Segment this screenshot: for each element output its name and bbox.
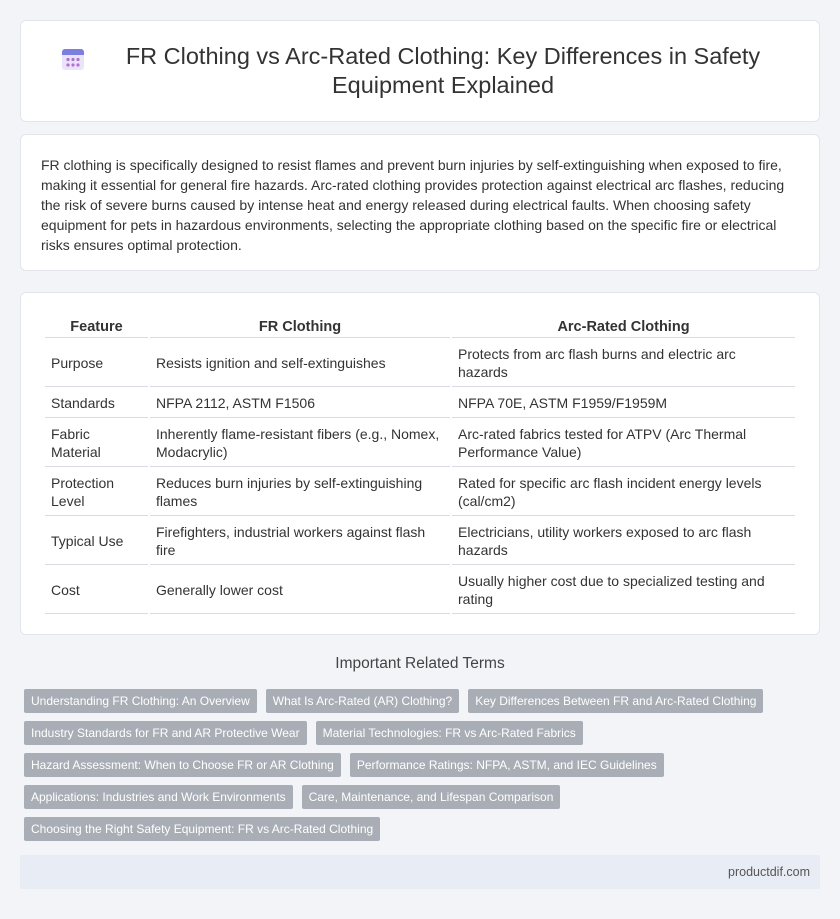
table-cell: Rated for specific arc flash incident energy levels (cal/cm2) (452, 469, 795, 516)
intro-card (20, 134, 820, 271)
table-cell: Standards (45, 389, 148, 418)
footer (20, 855, 820, 889)
table-row (45, 567, 795, 614)
table-cell: Firefighters, industrial workers against flash fire (150, 518, 450, 565)
title-wrap (60, 42, 780, 100)
table-cell: Protects from arc flash burns and electric arc hazards (452, 340, 795, 387)
related-term-tag[interactable]: Performance Ratings: NFPA, ASTM, and IEC Guidelines (350, 753, 664, 777)
related-term-tag[interactable]: Key Differences Between FR and Arc-Rated Clothing (468, 689, 763, 713)
table-cell: Typical Use (45, 518, 148, 565)
table-cell: Purpose (45, 340, 148, 387)
table-header-row (45, 315, 795, 338)
table-cell: Usually higher cost due to specialized testing and rating (452, 567, 795, 614)
header-fr-clothing: FR Clothing (150, 315, 450, 338)
calendar-grid-icon (60, 46, 86, 72)
related-terms-heading: Important Related Terms (335, 655, 505, 672)
comparison-table-card (20, 292, 820, 635)
table-row (45, 340, 795, 387)
related-term-tag[interactable]: Hazard Assessment: When to Choose FR or AR Clothing (24, 753, 341, 777)
table-cell: Generally lower cost (150, 567, 450, 614)
related-terms-list (24, 689, 804, 849)
table-row (45, 389, 795, 418)
table-row (45, 518, 795, 565)
header-arc-rated-clothing: Arc-Rated Clothing (452, 315, 795, 338)
table-cell: Reduces burn injuries by self-extinguishing flames (150, 469, 450, 516)
table-cell: Cost (45, 567, 148, 614)
table-cell: Inherently flame-resistant fibers (e.g., Nomex, Modacrylic) (150, 420, 450, 467)
comparison-table (43, 313, 797, 616)
page-title: FR Clothing vs Arc-Rated Clothing: Key Differences in Safety Equipment Explained (125, 43, 761, 98)
table-cell: Fabric Material (45, 420, 148, 467)
table-cell: Electricians, utility workers exposed to arc flash hazards (452, 518, 795, 565)
intro-paragraph: FR clothing is specifically designed to resist flames and prevent burn injuries by self-extinguishing when exposed to fire, making it essential for general fire hazards. Arc-rated clothing provides protection against electrical arc flashes, reducing the risk of severe burns caused by intense heat and energy released during electrical faults. When choosing safety equipment for pets in hazardous environments, selecting the appropriate clothing based on the specific fire or electrical risks ensures optimal protection. (41, 157, 785, 253)
table-cell: Arc-rated fabrics tested for ATPV (Arc Thermal Performance Value) (452, 420, 795, 467)
related-term-tag[interactable]: Care, Maintenance, and Lifespan Comparison (302, 785, 561, 809)
table-cell: NFPA 2112, ASTM F1506 (150, 389, 450, 418)
table-row (45, 420, 795, 467)
related-term-tag[interactable]: Industry Standards for FR and AR Protective Wear (24, 721, 307, 745)
related-term-tag[interactable]: What Is Arc-Rated (AR) Clothing? (266, 689, 459, 713)
table-row (45, 469, 795, 516)
table-cell: Resists ignition and self-extinguishes (150, 340, 450, 387)
table-cell: NFPA 70E, ASTM F1959/F1959M (452, 389, 795, 418)
header-feature: Feature (45, 315, 148, 338)
title-card (20, 20, 820, 122)
related-term-tag[interactable]: Choosing the Right Safety Equipment: FR vs Arc-Rated Clothing (24, 817, 380, 841)
related-term-tag[interactable]: Understanding FR Clothing: An Overview (24, 689, 257, 713)
related-term-tag[interactable]: Applications: Industries and Work Environments (24, 785, 293, 809)
table-cell: Protection Level (45, 469, 148, 516)
footer-site-link[interactable]: productdif.com (728, 865, 810, 879)
related-term-tag[interactable]: Material Technologies: FR vs Arc-Rated Fabrics (316, 721, 583, 745)
